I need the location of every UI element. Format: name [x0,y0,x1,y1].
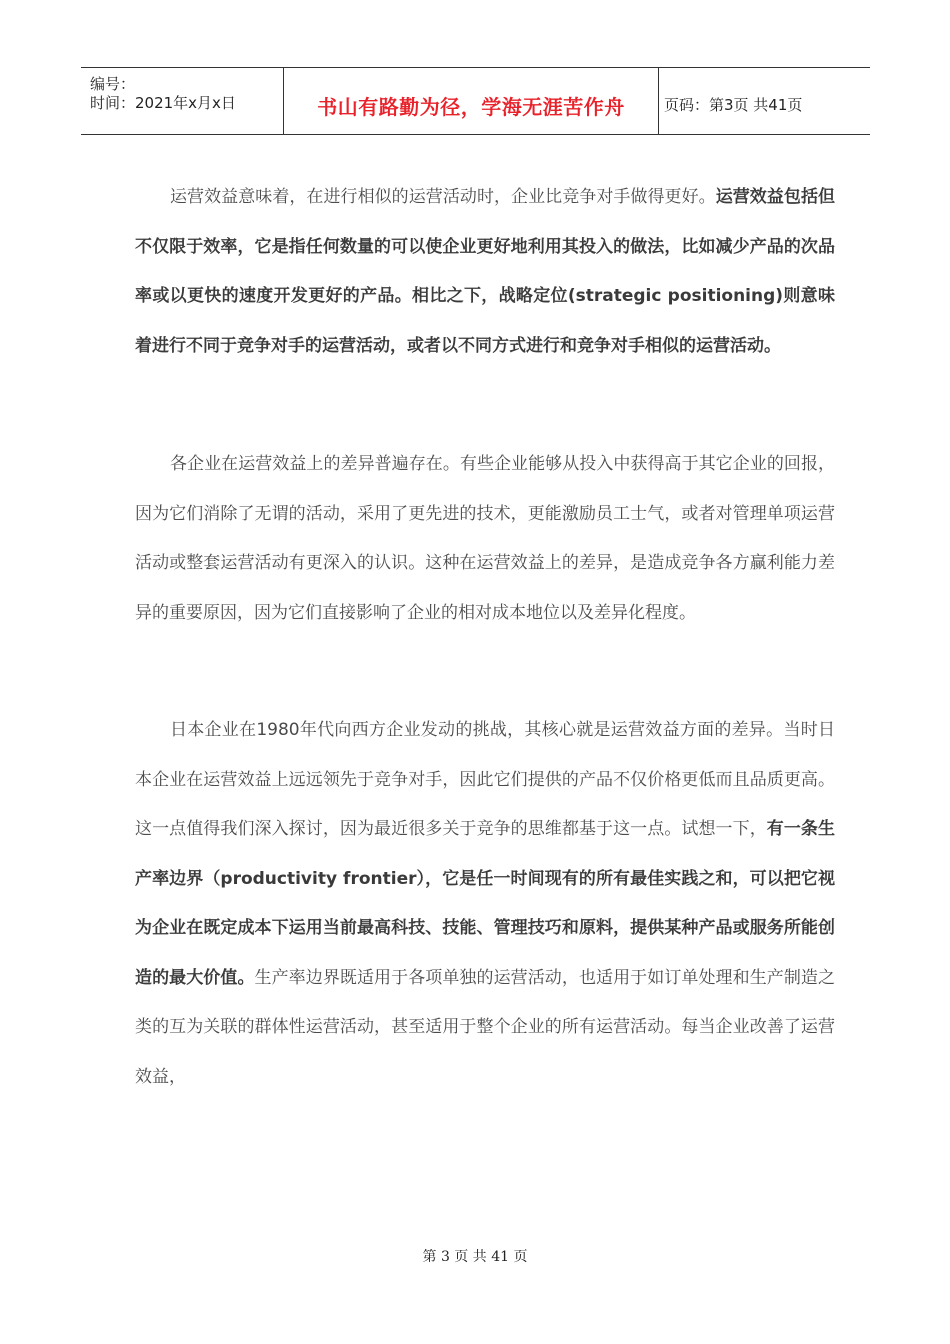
header-motto-cell [283,68,659,134]
header-page-info: 页码：第3页 共41页 [664,96,803,114]
page-header [81,67,870,135]
body-paragraph-1 [135,173,835,371]
paragraph-bold-text: 运营效益包括但不仅限于效率，它是指任何数量的可以使企业更好地利用其投入的做法，比如减少产品的次品率或以更快的速度开发更好的产品。相比之下，战略定位(strategic positioning)则意味着进行不同于竞争对手的运营活动，或者以不同方式进行和竞争对手相似的运营活动。 [135,187,836,356]
body-paragraph-2 [135,440,835,638]
paragraph-text: 日本企业在1980年代向西方企业发动的挑战，其核心就是运营效益方面的差异。当时日本企业在运营效益上远远领先于竞争对手，因此它们提供的产品不仅价格更低而且品质更高。这一点值得我们深入探讨，因为最近很多关于竞争的思维都基于这一点。试想一下， [135,720,835,839]
header-page-cell [659,68,870,134]
header-meta-cell [81,68,283,134]
page-footer: 第 3 页 共 41 页 [422,1249,528,1265]
document-date-label: 时间：2021年x月x日 [90,94,236,112]
header-motto: 书山有路勤为径，学海无涯苦作舟 [317,95,625,119]
paragraph-text: 各企业在运营效益上的差异普遍存在。有些企业能够从投入中获得高于其它企业的回报，因为它们消除了无谓的活动，采用了更先进的技术，更能激励员工士气，或者对管理单项运营活动或整套运营活动有更深入的认识。这种在运营效益上的差异，是造成竞争各方赢利能力差异的重要原因，因为它们直接影响了企业的相对成本地位以及差异化程度。 [135,454,835,623]
body-paragraph-3 [135,706,835,1102]
paragraph-bold-text: 有一条生产率边界（productivity frontier），它是任一时间现有的所有最佳实践之和，可以把它视为企业在既定成本下运用当前最高科技、技能、管理技巧和原料，提供某种产品或服务所能创造的最大价值。 [135,819,836,988]
paragraph-text: 生产率边界既适用于各项单独的运营活动，也适用于如订单处理和生产制造之类的互为关联的群体性运营活动，甚至适用于整个企业的所有运营活动。每当企业改善了运营效益， [135,967,836,1087]
document-id-label: 编号： [90,75,136,93]
paragraph-text: 运营效益意味着，在进行相似的运营活动时，企业比竞争对手做得更好。 [170,187,716,207]
